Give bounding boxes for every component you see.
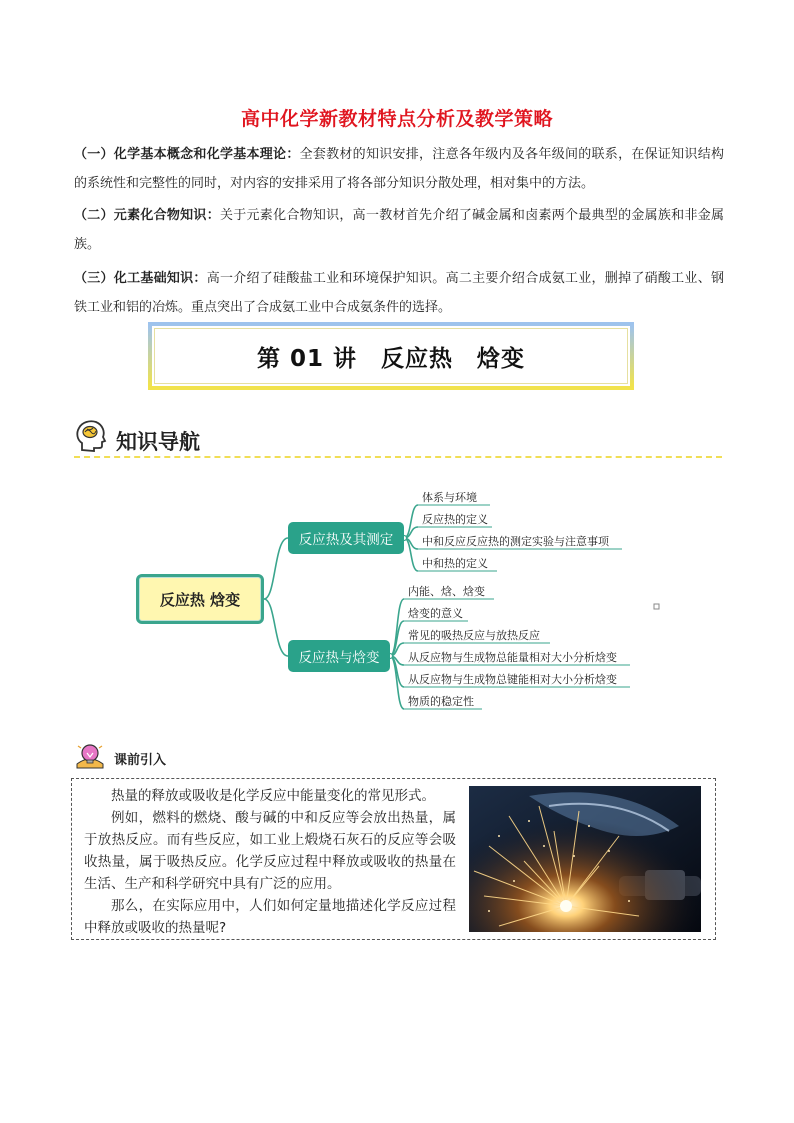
intro-title: 课前引入 [114, 753, 167, 768]
welding-sparks-illustration [469, 786, 701, 932]
mindmap-leaf: 常见的吸热反应与放热反应 [408, 629, 540, 642]
welding-sparks-image [469, 786, 701, 932]
mindmap-branch-2 [288, 640, 390, 672]
mindmap-branch-label: 反应热及其测定 [298, 532, 394, 548]
mindmap-leaf: 物质的稳定性 [408, 695, 474, 708]
section-text-1: 全套教材的知识安排，注意各年级内及各年级间的联系，在保证知识结构的系统性和完整性的同时，对内容的安排采用了将各部分知识分散处理，相对集中的方法。 [74, 147, 724, 191]
mindmap-marker [654, 604, 659, 609]
mindmap-root [136, 574, 264, 624]
mindmap-branch-1 [288, 522, 404, 554]
mindmap-leaf: 从反应物与生成物总能量相对大小分析焓变 [408, 651, 617, 664]
section-label-1: （一）化学基本概念和化学基本理论： [74, 147, 300, 162]
mindmap-leaf: 内能、焓、焓变 [408, 585, 485, 598]
lecture-title: 第 01 讲 反应热 焓变 [256, 345, 526, 372]
intro-paragraph: 例如，燃料的燃烧、酸与碱的中和反应等会放出热量，属于放热反应。而有些反应，如工业上煅烧石灰石的反应等会吸收热量，属于吸热反应。化学反应过程中释放或吸收的热量在生活、生产和科学研究中具有广泛的应用。 [84, 810, 456, 892]
section-label-2: （二）元素化合物知识： [74, 208, 220, 223]
mindmap-leaf: 中和热的定义 [422, 557, 488, 570]
mindmap-leaf: 从反应物与生成物总键能相对大小分析焓变 [408, 673, 617, 686]
page-title: 高中化学新教材特点分析及教学策略 [240, 108, 553, 130]
mindmap-leaf: 体系与环境 [422, 491, 477, 504]
section-text-3: 高一介绍了硅酸盐工业和环境保护知识。高二主要介绍合成氨工业，删掉了硝酸工业、钢铁工业和铝的冶炼。重点突出了合成氨工业中合成氨条件的选择。 [74, 271, 724, 315]
mindmap-leaf: 中和反应反应热的测定实验与注意事项 [422, 535, 609, 548]
section-text-2: 关于元素化合物知识，高一教材首先介绍了碱金属和卤素两个最典型的金属族和非金属族。 [74, 208, 724, 252]
mindmap-branch-label: 反应热与焓变 [298, 650, 380, 666]
lightbulb-icon [74, 742, 106, 772]
intro-paragraph: 那么，在实际应用中，人们如何定量地描述化学反应过程中释放或吸收的热量呢? [84, 898, 456, 936]
mindmap-leaf: 焓变的意义 [408, 607, 463, 620]
mindmap-leaf: 反应热的定义 [422, 513, 488, 526]
mindmap-root-label: 反应热 焓变 [159, 590, 241, 609]
intro-text [84, 785, 456, 939]
section-label-3: （三）化工基础知识： [74, 271, 207, 286]
knowledge-nav-title: 知识导航 [116, 430, 200, 454]
intro-box [71, 778, 716, 940]
intro-paragraph: 热量的释放或吸收是化学反应中能量变化的常见形式。 [111, 788, 435, 804]
